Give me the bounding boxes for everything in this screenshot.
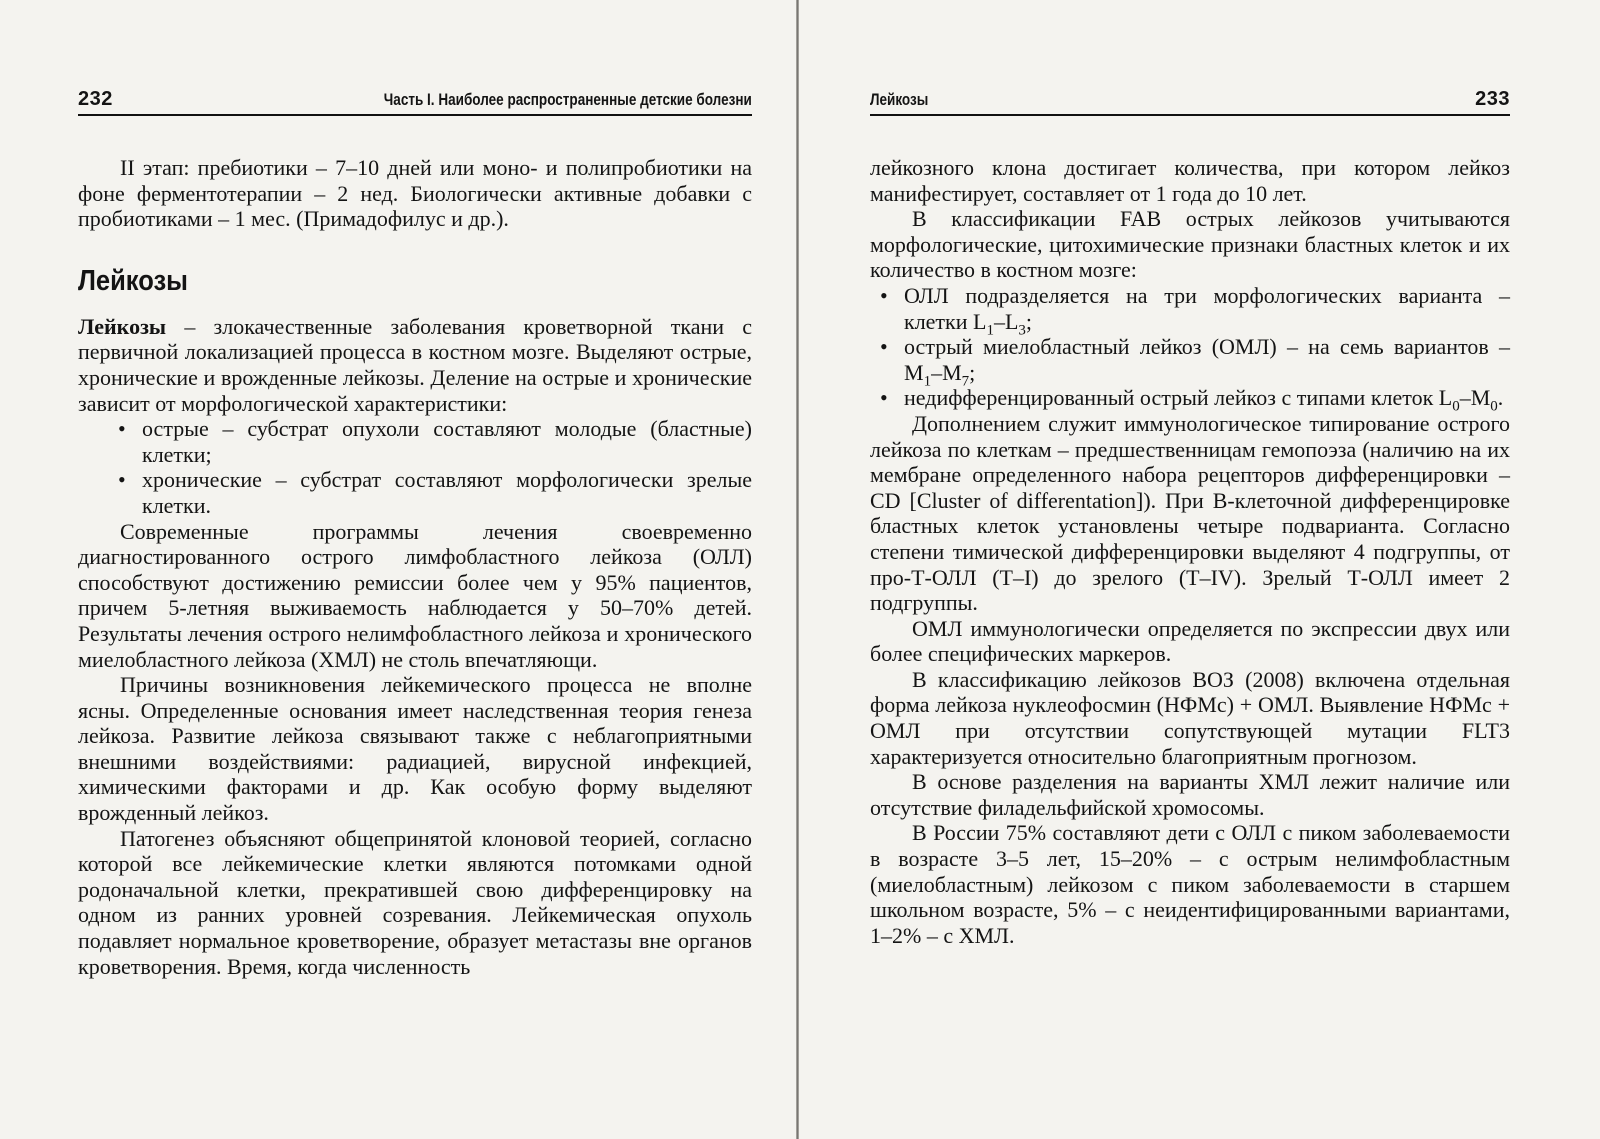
right-running-title: Лейкозы	[870, 91, 929, 109]
subscript: 1	[986, 321, 994, 338]
definition-text: – злокачественные заболевания кроветворной ткани с первичной локализацией процесса в костном мозге. Выделяют острые, хронические и врожденные лейкозы. Деление на острые и хронические зависит от морфологической характеристики:	[78, 313, 752, 416]
subscript: 1	[923, 373, 932, 390]
list-item-text: острые – субстрат опухоли составляют молодые (бластные) клетки;	[142, 416, 752, 467]
list-item	[880, 282, 1510, 338]
right-page-body	[870, 155, 1510, 948]
right-page	[870, 0, 1510, 1139]
subscript: 3	[1018, 321, 1026, 338]
right-page-number: 233	[1475, 88, 1510, 110]
list-item-text: –L	[993, 308, 1019, 334]
subscript: 0	[1452, 398, 1460, 415]
bullet-icon: •	[118, 416, 126, 442]
left-running-head	[78, 88, 752, 116]
definition-term: Лейкозы	[78, 313, 167, 339]
body-paragraph: Патогенез объясняют общепринятой клоновой теорией, согласно которой все лейкемические клетки являются потомками одной родоначальной клетки, прекратившей свою дифференцировку на одном из ранних уровней созревания. Лейкемическая опухоль подавляет нормальное кроветворение, образует метастазы вне органов кроветворения. Время, когда численность	[78, 825, 752, 979]
left-page-number: 232	[78, 88, 113, 110]
subscript: 7	[961, 373, 970, 390]
body-paragraph: В основе разделения на варианты ХМЛ лежит наличие или отсутствие филадельфийской хромосомы.	[870, 769, 1510, 820]
fab-intro-paragraph: В классификации FAB острых лейкозов учитываются морфологические, цитохимические признаки бластных клеток и их количество в костном мозге:	[870, 206, 1510, 283]
bullet-icon: •	[118, 467, 126, 493]
body-paragraph: В России 75% составляют дети с ОЛЛ с пиком заболеваемости в возрасте 3–5 лет, 15–20% – с острым нелимфобластным (миелобластным) лейкозом с пиком заболеваемости в старшем школьном возрасте, 5% – с неидентифицированными вариантами, 1–2% – с ХМЛ.	[870, 820, 1510, 948]
section-spacer	[78, 232, 752, 264]
list-item-text: недифференцированный острый лейкоз с типами клеток L	[904, 385, 1453, 411]
left-page	[78, 0, 752, 1139]
leukemia-types-list	[78, 416, 752, 518]
definition-paragraph	[78, 314, 752, 416]
body-paragraph: Причины возникновения лейкемического процесса не вполне ясны. Определенные основания имеет наследственная теория генеза лейкоза. Развитие лейкоза связывают также с неблагоприятными внешними воздействиями: радиацией, вирусной инфекцией, химическими факторами и др. Как особую форму выделяют врожденный лейкоз.	[78, 672, 752, 826]
list-item-text: ;	[969, 359, 976, 385]
body-paragraph: Современные программы лечения своевременно диагностированного острого лимфобластного лейкоза (ОЛЛ) способствуют достижению ремиссии более чем у 95% пациентов, причем 5-летняя выживаемость наблюдается у 50–70% детей. Результаты лечения острого нелимфобластного лейкоза и хронического миелобластного лейкоза (ХМЛ) не столь впечатляющи.	[78, 518, 752, 672]
body-paragraph: В классификацию лейкозов ВОЗ (2008) включена отдельная форма лейкоза нуклеофосмин (НФМс) + ОМЛ. Выявление НФМс + ОМЛ при отсутствии сопутствующей мутации FLT3 характеризуется относительно благоприятным прогнозом.	[870, 666, 1510, 769]
body-paragraph: ОМЛ иммунологически определяется по экспрессии двух или более специфических маркеров.	[870, 615, 1510, 667]
list-item-text: хронические – субстрат составляют морфологически зрелые клетки.	[142, 467, 752, 518]
left-running-title: Часть I. Наиболее распространенные детские болезни	[383, 91, 752, 109]
list-item-text: –M	[931, 359, 962, 385]
section-heading: Лейкозы	[78, 264, 188, 297]
left-page-body	[78, 155, 752, 979]
list-item-text: –M	[1459, 385, 1491, 411]
fab-variants-list	[870, 282, 1510, 415]
continuation-paragraph: лейкозного клона достигает количества, при котором лейкоз манифестирует, составляет от 1 года до 10 лет.	[870, 155, 1510, 206]
body-paragraph: Дополнением служит иммунологическое типирование острого лейкоза по клеткам – предшественницам гемопоэза (наличию на их мембране определенного набора рецепторов дифференцировки – CD [Cluster of differentation]). При B-клеточной дифференцировке бластных клеток установлены четыре подварианта. Согласно степени тимической дифференцировки выделяют 4 подгруппы, от про-Т-ОЛЛ (T–I) до зрелого (T–IV). Зрелый Т-ОЛЛ имеет 2 подгруппы.	[870, 410, 1510, 616]
list-item	[118, 416, 752, 467]
list-item-text: ;	[1025, 308, 1033, 334]
list-item-text: .	[1497, 385, 1504, 411]
intro-paragraph: II этап: пребиотики – 7–10 дней или моно- и полипробиотики на фоне ферментотерапии – 2 нед. Биологически активные добавки с пробиотиками – 1 мес. (Примадофилус и др.).	[78, 155, 752, 232]
list-item	[118, 467, 752, 518]
right-running-head	[870, 88, 1510, 116]
list-item-text: острый миелобластный лейкоз (ОМЛ) – на семь вариантов – M	[904, 334, 1510, 385]
bullet-icon: •	[880, 282, 888, 308]
bullet-icon: •	[880, 385, 888, 411]
subscript: 0	[1490, 398, 1498, 415]
list-item-text: ОЛЛ подразделяется на три морфологических варианта – клетки L	[904, 282, 1510, 334]
book-gutter	[796, 0, 799, 1139]
list-item	[880, 334, 1510, 390]
list-item	[880, 385, 1510, 415]
bullet-icon: •	[880, 334, 888, 360]
